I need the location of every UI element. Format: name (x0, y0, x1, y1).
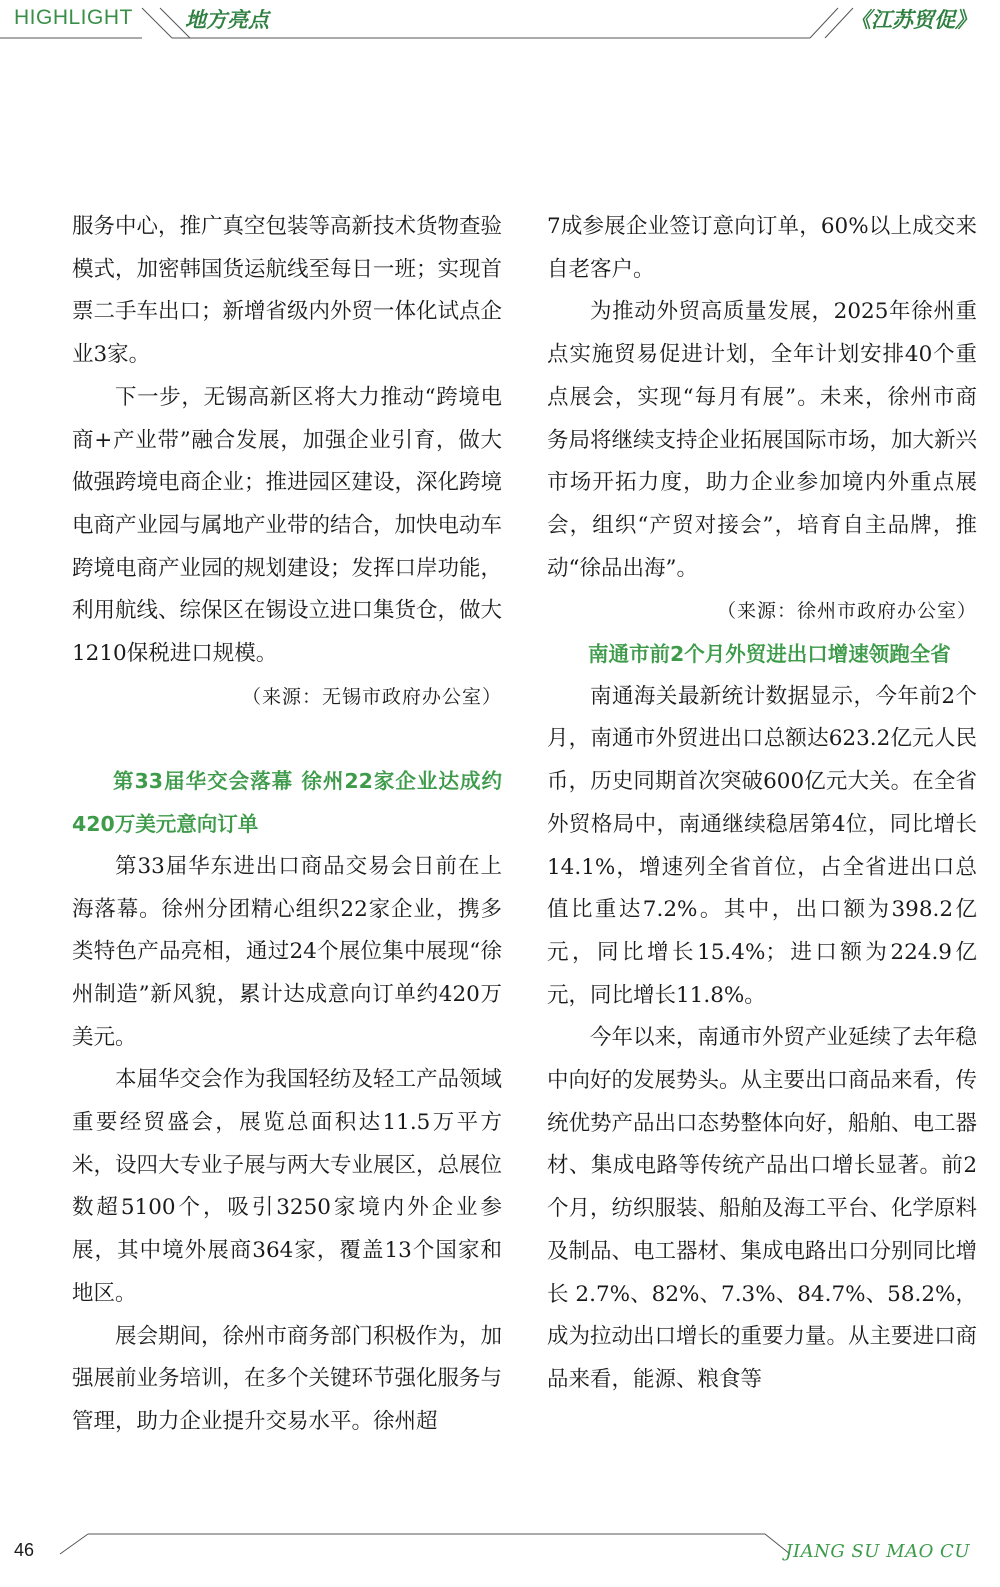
body-paragraph: 服务中心，推广真空包装等高新技术货物查验模式，加密韩国货运航线至每日一班；实现首票二手车出口；新增省级内外贸一体化试点企业3家。 (72, 214, 503, 368)
right-column (547, 206, 977, 1402)
footer-magazine-title: JIANG SU MAO CU (785, 1541, 970, 1562)
page-number: 46 (14, 1540, 35, 1560)
source-credit: （来源：无锡市政府办公室） (241, 685, 502, 708)
page-header (0, 0, 1000, 50)
body-paragraph: 今年以来，南通市外贸产业延续了去年稳中向好的发展势头。从主要出口商品来看，传统优势产品出口态势整体向好，船舶、电工器材、集成电路等传统产品出口增长显著。前2个月，纺织服装、船舶及海工平台、化学原料及制品、电工器材、集成电路出口分别同比增长 2.7%、82%、7.3%、84.7%、58.2%，成为拉动出口增长的重要力量。从主要进口商品来看，能源、粮食等 (547, 1025, 978, 1392)
body-paragraph: 本届华交会作为我国轻纺及轻工产品领域重要经贸盛会，展览总面积达11.5万平方米，设四大专业子展与两大专业展区，总展位数超5100个，吸引3250家境内外企业参展，其中境外展商364家，覆盖13个国家和地区。 (72, 1067, 503, 1306)
body-paragraph: 南通海关最新统计数据显示，今年前2个月，南通市外贸进出口总额达623.2亿元人民币，历史同期首次突破600亿元大关。在全省外贸格局中，南通继续稳居第4位，同比增长14.1%，增速列全省首位，占全省进出口总值比重达7.2%。其中，出口额为398.2亿元，同比增长15.4%；进口额为224.9亿元，同比增长11.8%。 (547, 683, 977, 1008)
body-paragraph: 为推动外贸高质量发展，2025年徐州重点实施贸易促进计划，全年计划安排40个重点展会，实现“每月有展”。未来，徐州市商务局将继续支持企业拓展国际市场，加大新兴市场开拓力度，助力企业参加境内外重点展会，组织“产贸对接会”，培育自主品牌，推动“徐品出海”。 (547, 299, 978, 581)
left-column (72, 206, 502, 1444)
body-paragraph: 第33届华东进出口商品交易会日前在上海落幕。徐州分团精心组织22家企业，携多类特色产品亮相，通过24个展位集中展现“徐州制造”新风貌，累计达成意向订单约420万美元。 (72, 853, 502, 1050)
header-section-label: 地方亮点 (185, 7, 269, 32)
header-magazine-label: 《江苏贸促》 (850, 7, 976, 32)
source-credit: （来源：徐州市政府办公室） (716, 600, 977, 623)
article-headline: 南通市前2个月外贸进出口增速领跑全省 (588, 642, 951, 667)
body-paragraph: 7成参展企业签订意向订单，60%以上成交来自老客户。 (547, 214, 977, 282)
header-highlight-label: HIGHLIGHT (14, 6, 133, 29)
body-paragraph: 下一步，无锡高新区将大力推动“跨境电商+产业带”融合发展，加强企业引育，做大做强跨境电商企业；推进园区建设，深化跨境电商产业园与属地产业带的结合，加快电动车跨境电商产业园的规划建设；发挥口岸功能，利用航线、综保区在锡设立进口集货仓，做大1210保税进口规模。 (72, 384, 503, 667)
body-paragraph: 展会期间，徐州市商务部门积极作为，加强展前业务培训，在多个关键环节强化服务与管理，助力企业提升交易水平。徐州超 (72, 1323, 503, 1434)
article-headline: 第33届华交会落幕 徐州22家企业达成约420万美元意向订单 (72, 769, 502, 837)
paragraph-gap (72, 718, 502, 760)
